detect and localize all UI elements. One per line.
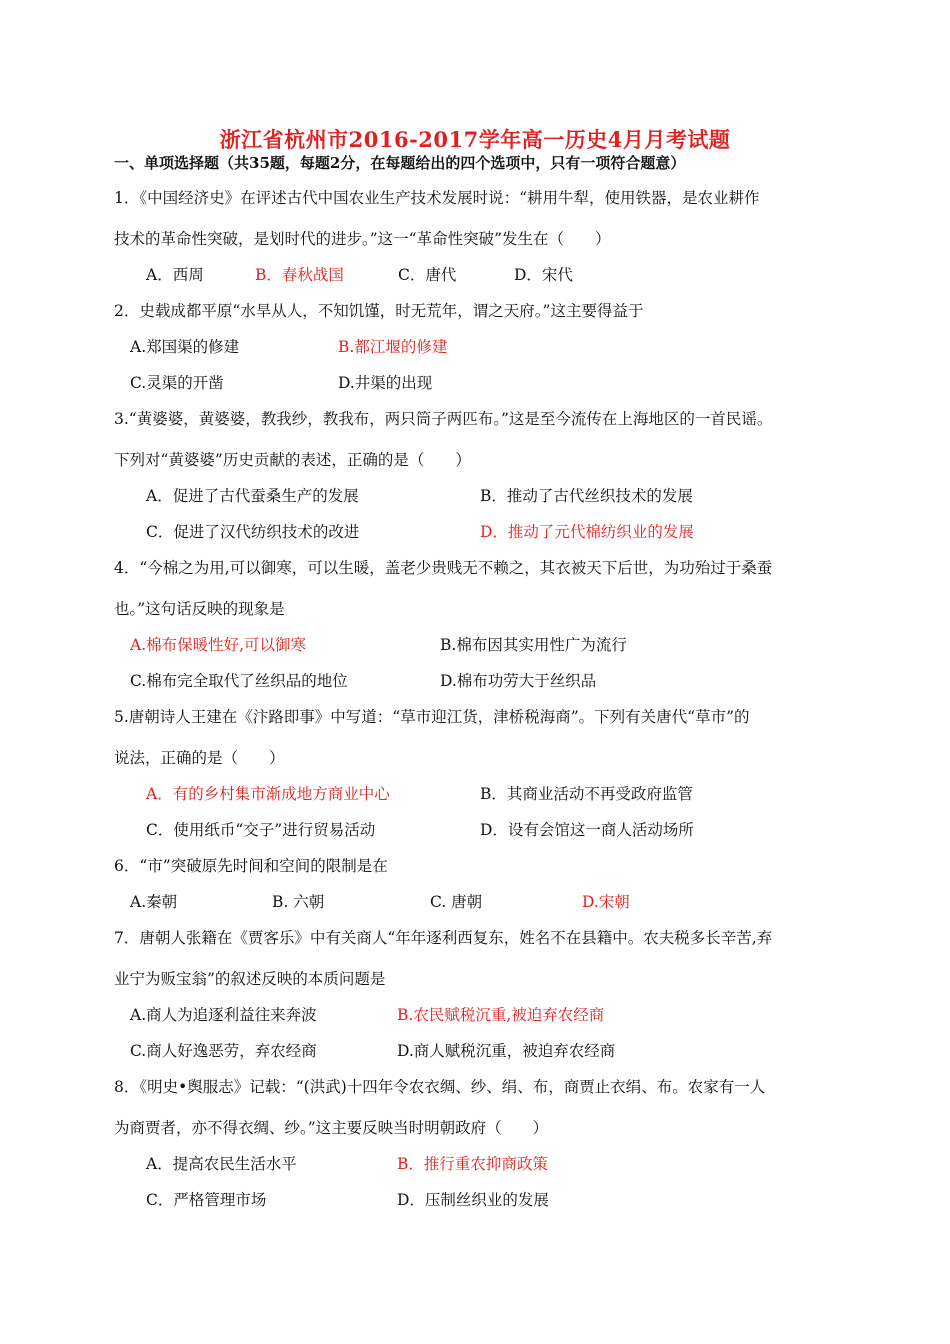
q7-option-d: D.商人赋税沉重，被迫弃农经商 — [397, 1042, 616, 1060]
q7-option-c: C.商人好逸恶劳，弃农经商 — [130, 1042, 317, 1060]
question-8-line-2: 为商贾者，亦不得衣绸、纱。”这主要反映当时明朝政府（ ） — [114, 1119, 549, 1137]
q5-option-b: B．其商业活动不再受政府监管 — [480, 785, 693, 803]
q3-option-a: A．促进了古代蚕桑生产的发展 — [146, 487, 359, 505]
q5-option-d: D．设有会馆这一商人活动场所 — [480, 821, 694, 839]
q7-option-a: A.商人为追逐利益往来奔波 — [130, 1006, 317, 1024]
q3-option-c: C．促进了汉代纺织技术的改进 — [146, 523, 360, 541]
q1-option-a: A．西周 — [146, 266, 204, 284]
question-5-line-1: 5.唐朝诗人王建在《汴路即事》中写道：“草市迎江货，津桥税海商”。下列有关唐代“草市”的 — [114, 708, 750, 726]
q1-option-d: D．宋代 — [514, 266, 573, 284]
q6-option-d-answer: D.宋朝 — [582, 893, 630, 911]
question-4-line-1: 4．“今棉之为用,可以御寒，可以生暖，盖老少贵贱无不赖之，其衣被天下后世，为功殆过于桑蚕 — [114, 559, 773, 577]
question-7-line-2: 业宁为贩宝翁”的叙述反映的本质问题是 — [114, 970, 386, 988]
q3-option-d-answer: D．推动了元代棉纺织业的发展 — [480, 523, 694, 541]
q5-option-a-answer: A．有的乡村集市渐成地方商业中心 — [146, 785, 390, 803]
page-title: 浙江省杭州市2016-2017学年高一历史4月月考试题 — [219, 127, 731, 152]
question-8-line-1: 8．《明史•舆服志》记载：“(洪武)十四年令农衣绸、纱、绢、布，商贾止衣绢、布。农家有一人 — [114, 1078, 766, 1096]
q6-option-b: B. 六朝 — [272, 893, 325, 911]
q4-option-d: D.棉布功劳大于丝织品 — [440, 672, 597, 690]
q2-option-b-answer: B.都江堰的修建 — [338, 338, 448, 356]
q8-option-a: A．提高农民生活水平 — [146, 1155, 297, 1173]
q4-option-c: C.棉布完全取代了丝织品的地位 — [130, 672, 348, 690]
q2-option-a: A.郑国渠的修建 — [130, 338, 240, 356]
q2-option-c: C.灵渠的开凿 — [130, 374, 224, 392]
q8-option-c: C．严格管理市场 — [146, 1191, 267, 1209]
q8-option-b-answer: B．推行重农抑商政策 — [397, 1155, 548, 1173]
q4-option-a-answer: A.棉布保暖性好,可以御寒 — [130, 636, 307, 654]
question-5-line-2: 说法，正确的是（ ） — [114, 749, 285, 767]
q5-option-c: C．使用纸币“交子”进行贸易活动 — [146, 821, 376, 839]
q2-option-d: D.井渠的出现 — [338, 374, 433, 392]
question-7-line-1: 7．唐朝人张籍在《贾客乐》中有关商人“年年逐利西复东，姓名不在县籍中。农夫税多长辛苦,弃 — [114, 929, 773, 947]
q8-option-d: D．压制丝织业的发展 — [397, 1191, 549, 1209]
question-2-line-1: 2．史载成都平原“水旱从人，不知饥馑，时无荒年，谓之天府。”这主要得益于 — [114, 302, 644, 320]
q3-option-b: B．推动了古代丝织技术的发展 — [480, 487, 693, 505]
q1-option-c: C．唐代 — [398, 266, 457, 284]
question-3-line-1: 3.“黄婆婆，黄婆婆，教我纱，教我布，两只筒子两匹布。”这是至今流传在上海地区的一首民谣。 — [114, 410, 773, 428]
section-heading: 一、单项选择题（共35题，每题2分，在每题给出的四个选项中，只有一项符合题意） — [114, 154, 686, 172]
q4-option-b: B.棉布因其实用性广为流行 — [440, 636, 627, 654]
q7-option-b-answer: B.农民赋税沉重,被迫弃农经商 — [397, 1006, 605, 1024]
q1-option-b-answer: B．春秋战国 — [255, 266, 344, 284]
question-1-line-1: 1．《中国经济史》在评述古代中国农业生产技术发展时说：“耕用牛犁，使用铁器，是农业耕作 — [114, 189, 760, 207]
question-6-line-1: 6．“市”突破原先时间和空间的限制是在 — [114, 857, 388, 875]
question-3-line-2: 下列对“黄婆婆”历史贡献的表述，正确的是（ ） — [114, 451, 471, 469]
question-4-line-2: 也。”这句话反映的现象是 — [114, 600, 285, 618]
q6-option-c: C. 唐朝 — [430, 893, 483, 911]
q6-option-a: A.秦朝 — [130, 893, 178, 911]
question-1-line-2: 技术的革命性突破，是划时代的进步。”这一“革命性突破”发生在（ ） — [114, 230, 611, 248]
